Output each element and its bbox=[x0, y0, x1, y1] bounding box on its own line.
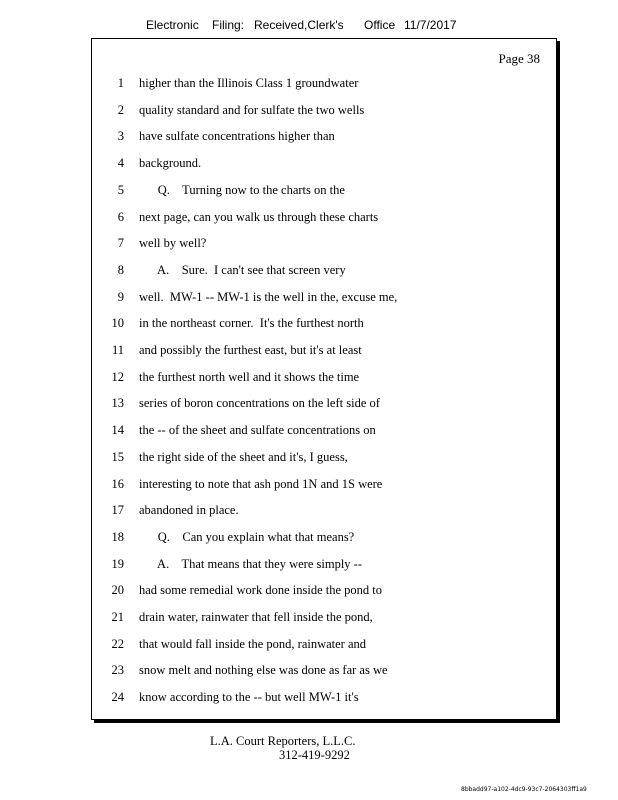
transcript-line bbox=[92, 340, 556, 360]
filing-header-word: Electronic bbox=[146, 18, 199, 32]
line-number: 13 bbox=[111, 396, 124, 411]
transcript-line bbox=[92, 153, 556, 173]
transcript-line bbox=[92, 126, 556, 146]
transcript-page bbox=[91, 38, 557, 720]
line-text: higher than the Illinois Class 1 groundwater bbox=[139, 76, 359, 90]
filing-header-word: 11/7/2017 bbox=[404, 18, 457, 32]
line-text: had some remedial work done inside the pond to bbox=[139, 583, 382, 598]
transcript-line bbox=[92, 580, 556, 600]
line-number: 3 bbox=[117, 129, 124, 144]
line-text: the furthest north well and it shows the time bbox=[139, 369, 360, 384]
transcript-line bbox=[92, 554, 556, 574]
filing-header-word: Office bbox=[364, 18, 396, 32]
line-text: snow melt and nothing else was done as far as we bbox=[139, 663, 388, 678]
line-number: 9 bbox=[117, 289, 124, 304]
line-text: well. MW-1 -- MW-1 is the well in the, excuse me, bbox=[139, 289, 398, 304]
transcript-line bbox=[92, 287, 556, 307]
transcript-line bbox=[92, 73, 556, 93]
line-text: drain water, rainwater that fell inside the pond, bbox=[139, 610, 373, 624]
line-number: 5 bbox=[117, 182, 124, 197]
line-text: interesting to note that ash pond 1N and 1S were bbox=[139, 476, 383, 491]
line-text: next page, can you walk us through these charts bbox=[139, 209, 379, 224]
transcript-line bbox=[92, 474, 556, 494]
line-number: 15 bbox=[111, 449, 124, 464]
line-number: 12 bbox=[111, 369, 124, 384]
line-text: know according to the -- but well MW-1 it's bbox=[139, 690, 359, 705]
transcript-line bbox=[92, 233, 556, 253]
page-number: Page 38 bbox=[498, 51, 540, 66]
reporter-phone-number: 312-419-9292 bbox=[279, 748, 350, 762]
line-number: 19 bbox=[111, 556, 124, 571]
transcript-line bbox=[92, 500, 556, 520]
line-number: 7 bbox=[117, 236, 124, 251]
line-number: 22 bbox=[111, 636, 124, 651]
transcript-line bbox=[92, 393, 556, 413]
line-text: A. That means that they were simply -- bbox=[139, 556, 362, 571]
transcript-line bbox=[92, 260, 556, 280]
line-text: Q. Turning now to the charts on the bbox=[139, 182, 345, 197]
line-text: well by well? bbox=[139, 236, 207, 251]
transcript-line bbox=[92, 660, 556, 680]
line-number: 1 bbox=[117, 76, 124, 90]
line-number: 6 bbox=[117, 209, 124, 224]
transcript-line bbox=[92, 527, 556, 547]
line-number: 18 bbox=[111, 529, 124, 544]
line-text: in the northeast corner. It's the furthest north bbox=[139, 316, 364, 331]
line-text: series of boron concentrations on the left side of bbox=[139, 396, 380, 411]
transcript-line bbox=[92, 634, 556, 654]
line-number: 11 bbox=[111, 343, 124, 357]
filing-header-word: Filing: bbox=[212, 18, 245, 32]
line-text: the -- of the sheet and sulfate concentrations on bbox=[139, 423, 376, 438]
line-number: 14 bbox=[111, 423, 124, 438]
line-text: Q. Can you explain what that means? bbox=[139, 529, 355, 544]
transcript-line bbox=[92, 687, 556, 707]
line-number: 21 bbox=[111, 610, 124, 624]
line-number: 8 bbox=[117, 262, 124, 277]
line-number: 4 bbox=[117, 156, 124, 171]
transcript-line bbox=[92, 100, 556, 120]
transcript-line bbox=[92, 367, 556, 387]
transcript-line bbox=[92, 447, 556, 467]
document-id: 8bbadd97-a102-4dc9-93c7-2064303ff1a9 bbox=[461, 786, 587, 793]
line-text: have sulfate concentrations higher than bbox=[139, 129, 335, 144]
line-number: 20 bbox=[111, 583, 124, 598]
line-text: and possibly the furthest east, but it's at least bbox=[139, 343, 362, 357]
reporter-company-name: L.A. Court Reporters, L.L.C. bbox=[210, 734, 356, 748]
filing-header-word: Received,Clerk's bbox=[254, 18, 344, 32]
line-text: that would fall inside the pond, rainwater and bbox=[139, 636, 367, 651]
transcript-line bbox=[92, 313, 556, 333]
transcript-line bbox=[92, 607, 556, 627]
transcript-line bbox=[92, 180, 556, 200]
line-number: 2 bbox=[117, 102, 124, 117]
line-number: 10 bbox=[111, 316, 124, 331]
line-text: quality standard and for sulfate the two wells bbox=[139, 102, 365, 117]
line-text: background. bbox=[139, 156, 202, 171]
filing-header bbox=[0, 18, 618, 34]
line-number: 24 bbox=[111, 690, 124, 705]
line-text: A. Sure. I can't see that screen very bbox=[139, 262, 346, 277]
line-text: abandoned in place. bbox=[139, 503, 239, 518]
line-number: 16 bbox=[111, 476, 124, 491]
transcript-line bbox=[92, 420, 556, 440]
line-number: 17 bbox=[111, 503, 124, 518]
line-number: 23 bbox=[111, 663, 124, 678]
line-text: the right side of the sheet and it's, I guess, bbox=[139, 449, 348, 464]
transcript-line bbox=[92, 207, 556, 227]
